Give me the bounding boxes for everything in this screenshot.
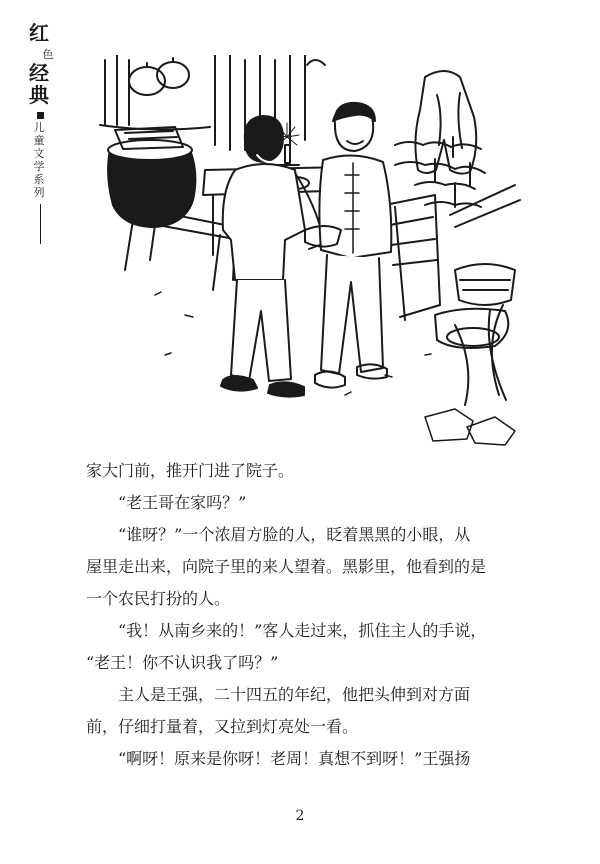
stone-wall	[395, 137, 485, 207]
body-text	[86, 455, 526, 775]
text-line: “啊呀！原来是你呀！老周！真想不到呀！”王强扬	[118, 749, 471, 768]
chair	[385, 195, 440, 320]
text-line: 前，仔细打量着，又拉到灯亮处一看。	[86, 717, 359, 736]
series-subtitle-char: 童	[33, 134, 45, 147]
series-title-char: 典	[29, 83, 49, 107]
series-subtitle-char: 列	[33, 186, 45, 199]
jar	[108, 127, 195, 227]
hanging-coat	[415, 71, 476, 174]
text-line: “我！从南乡来的！”客人走过来，抓住主人的手说，	[118, 621, 487, 640]
text-line: 一个农民打扮的人。	[86, 589, 231, 608]
series-subtitle-char: 学	[33, 160, 45, 173]
fence-background	[100, 55, 325, 150]
courtyard-illustration	[95, 55, 525, 450]
pumpkins	[129, 58, 189, 95]
series-rule	[40, 204, 41, 244]
basket-tools	[435, 185, 520, 405]
man-right	[305, 103, 391, 388]
series-subtitle-char: 儿	[33, 121, 45, 134]
man-left	[221, 116, 325, 397]
series-title-char: 经	[29, 61, 49, 85]
text-line: 主人是王强，二十四五的年纪，他把头伸到对方面	[118, 685, 471, 704]
text-line: 家大门前，推开门进了院子。	[86, 461, 295, 480]
series-subtitle-char: 文	[33, 147, 45, 160]
series-title-char: 色	[42, 48, 54, 61]
text-line: “谁呀？”一个浓眉方脸的人，眨着黑黑的小眼，从	[118, 525, 471, 544]
text-line: 屋里走出来，向院子里的来人望着。黑影里，他看到的是	[86, 557, 487, 576]
page-number: 2	[295, 808, 305, 824]
divider-square	[37, 112, 44, 119]
text-line: “老王！你不认识我了吗？”	[86, 653, 279, 672]
text-line: “老王哥在家吗？”	[118, 493, 247, 512]
series-subtitle-char: 系	[33, 173, 45, 186]
series-title-char: 红	[29, 21, 49, 45]
